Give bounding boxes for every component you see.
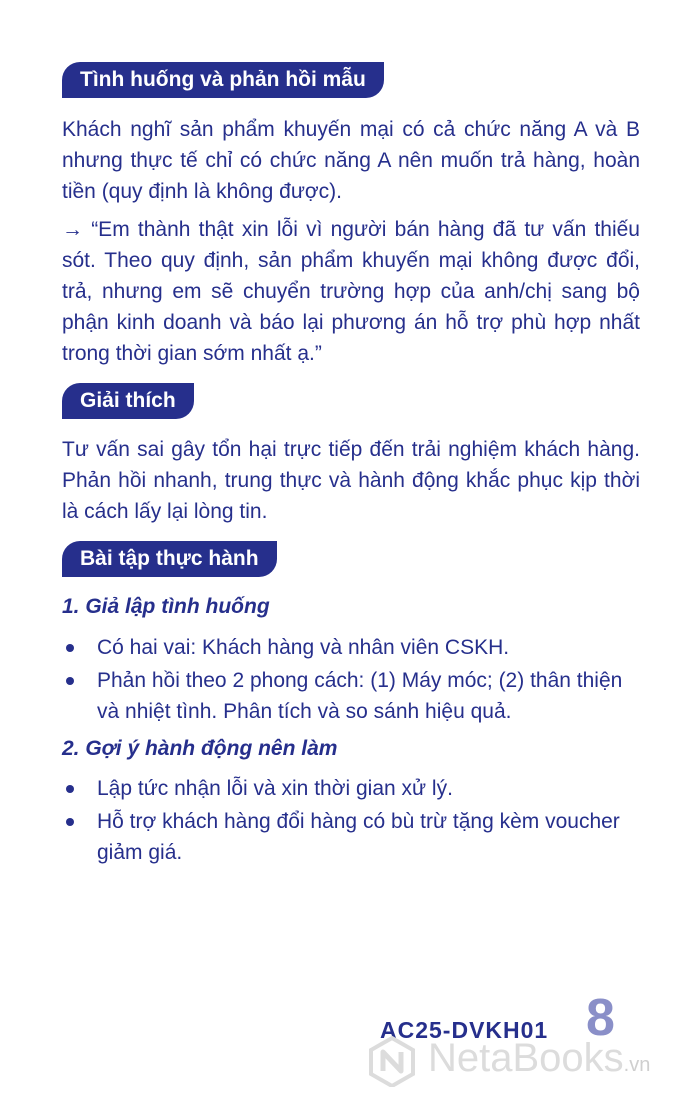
practice-subheading-1: 1. Giả lập tình huống [62,595,270,618]
practice-list-2 [62,773,640,870]
list-item: Hỗ trợ khách hàng đổi hàng có bù trừ tặng kèm voucher giảm giá. [62,806,640,868]
bullet-icon [66,677,74,685]
list-item: Có hai vai: Khách hàng và nhân viên CSKH. [62,632,640,663]
scenario-paragraph: Khách nghĩ sản phẩm khuyến mại có cả chức năng A và B nhưng thực tế chỉ có chức năng A nên muốn trả hàng, hoàn tiền (quy định là không được). [62,118,640,203]
bullet-icon [66,644,74,652]
bullet-icon [66,818,74,826]
page-number: 8 [586,989,615,1047]
practice-subheading-2: 2. Gợi ý hành động nên làm [62,737,338,760]
explanation-paragraph: Tư vấn sai gây tổn hại trực tiếp đến trải nghiệm khách hàng. Phản hồi nhanh, trung thực và hành động khắc phục kịp thời là cách lấy lại lòng tin. [62,438,640,523]
list-item: Phản hồi theo 2 phong cách: (1) Máy móc; (2) thân thiện và nhiệt tình. Phân tích và so sánh hiệu quả. [62,665,640,727]
practice-list-1 [62,632,640,729]
section-label-scenario: Tình huống và phản hồi mẫu [62,62,384,98]
watermark-text: NetaBooks.vn [428,1036,651,1080]
sample-response-paragraph: → “Em thành thật xin lỗi vì người bán hàng đã tư vấn thiếu sót. Theo quy định, sản phẩm khuyến mại không được đổi, trả, nhưng em sẽ chuyển trường hợp của anh/chị sang bộ phận kinh doanh và báo lại phương án hỗ trợ phù hợp nhất trong thời gian sớm nhất ạ.” [62,218,640,365]
document-code: AC25-DVKH01 [380,1017,549,1043]
bullet-icon [66,785,74,793]
list-item: Lập tức nhận lỗi và xin thời gian xử lý. [62,773,640,804]
section-label-practice: Bài tập thực hành [62,541,277,577]
section-label-explanation: Giải thích [62,383,194,419]
netabooks-logo-icon [366,1035,418,1087]
